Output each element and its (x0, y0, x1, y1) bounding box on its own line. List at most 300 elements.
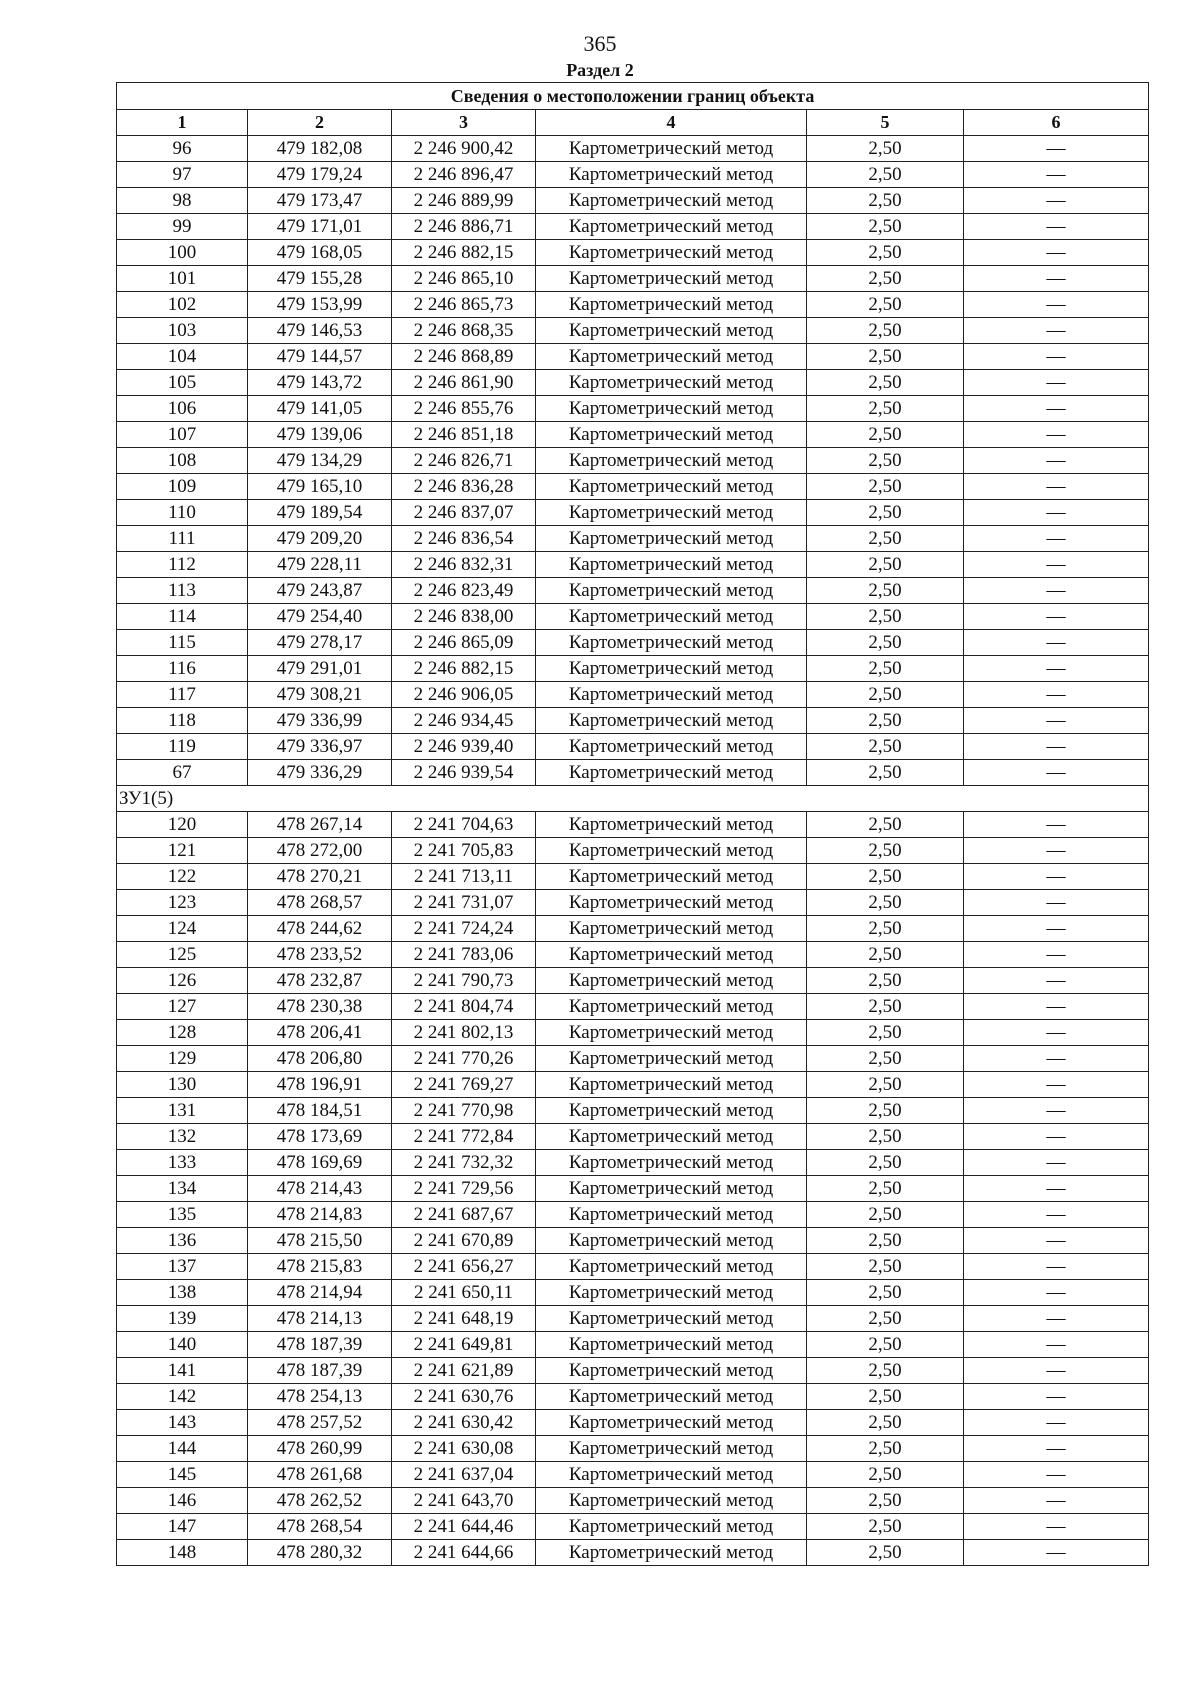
point-number-cell: 148 (117, 1540, 248, 1566)
description-cell: — (964, 682, 1149, 708)
x-coordinate-cell: 479 143,72 (248, 370, 392, 396)
y-coordinate-cell: 2 241 731,07 (392, 890, 536, 916)
point-number-cell: 134 (117, 1176, 248, 1202)
accuracy-cell: 2,50 (807, 994, 964, 1020)
method-cell: Картометрический метод (536, 1150, 807, 1176)
x-coordinate-cell: 478 270,21 (248, 864, 392, 890)
x-coordinate-cell: 478 230,38 (248, 994, 392, 1020)
description-cell: — (964, 890, 1149, 916)
table-row (117, 552, 1149, 578)
x-coordinate-cell: 478 214,13 (248, 1306, 392, 1332)
accuracy-cell: 2,50 (807, 136, 964, 162)
point-number-cell: 146 (117, 1488, 248, 1514)
accuracy-cell: 2,50 (807, 1124, 964, 1150)
column-header: 5 (807, 110, 964, 136)
point-number-cell: 140 (117, 1332, 248, 1358)
table-row (117, 1020, 1149, 1046)
point-number-cell: 111 (117, 526, 248, 552)
point-number-cell: 109 (117, 474, 248, 500)
description-cell: — (964, 1150, 1149, 1176)
method-cell: Картометрический метод (536, 344, 807, 370)
y-coordinate-cell: 2 241 650,11 (392, 1280, 536, 1306)
description-cell: — (964, 448, 1149, 474)
x-coordinate-cell: 479 141,05 (248, 396, 392, 422)
y-coordinate-cell: 2 241 770,26 (392, 1046, 536, 1072)
point-number-cell: 147 (117, 1514, 248, 1540)
accuracy-cell: 2,50 (807, 1540, 964, 1566)
accuracy-cell: 2,50 (807, 1488, 964, 1514)
accuracy-cell: 2,50 (807, 968, 964, 994)
y-coordinate-cell: 2 246 826,71 (392, 448, 536, 474)
accuracy-cell: 2,50 (807, 734, 964, 760)
table-row (117, 1176, 1149, 1202)
point-number-cell: 127 (117, 994, 248, 1020)
x-coordinate-cell: 479 182,08 (248, 136, 392, 162)
point-number-cell: 118 (117, 708, 248, 734)
x-coordinate-cell: 479 209,20 (248, 526, 392, 552)
y-coordinate-cell: 2 241 705,83 (392, 838, 536, 864)
x-coordinate-cell: 479 254,40 (248, 604, 392, 630)
description-cell: — (964, 136, 1149, 162)
x-coordinate-cell: 478 280,32 (248, 1540, 392, 1566)
point-number-cell: 119 (117, 734, 248, 760)
table-title: Сведения о местоположении границ объекта (117, 83, 1149, 110)
method-cell: Картометрический метод (536, 526, 807, 552)
table-row (117, 708, 1149, 734)
accuracy-cell: 2,50 (807, 656, 964, 682)
description-cell: — (964, 474, 1149, 500)
column-header: 4 (536, 110, 807, 136)
method-cell: Картометрический метод (536, 266, 807, 292)
x-coordinate-cell: 479 243,87 (248, 578, 392, 604)
x-coordinate-cell: 478 214,83 (248, 1202, 392, 1228)
x-coordinate-cell: 478 187,39 (248, 1358, 392, 1384)
description-cell: — (964, 1358, 1149, 1384)
description-cell: — (964, 1254, 1149, 1280)
page-number: 365 (583, 31, 617, 56)
method-cell: Картометрический метод (536, 838, 807, 864)
y-coordinate-cell: 2 241 704,63 (392, 812, 536, 838)
x-coordinate-cell: 478 272,00 (248, 838, 392, 864)
description-cell: — (964, 838, 1149, 864)
method-cell: Картометрический метод (536, 448, 807, 474)
x-coordinate-cell: 478 214,43 (248, 1176, 392, 1202)
x-coordinate-cell: 479 336,99 (248, 708, 392, 734)
method-cell: Картометрический метод (536, 1020, 807, 1046)
accuracy-cell: 2,50 (807, 838, 964, 864)
method-cell: Картометрический метод (536, 942, 807, 968)
accuracy-cell: 2,50 (807, 1020, 964, 1046)
accuracy-cell: 2,50 (807, 864, 964, 890)
method-cell: Картометрический метод (536, 1098, 807, 1124)
point-number-cell: 105 (117, 370, 248, 396)
table-row (117, 370, 1149, 396)
point-number-cell: 67 (117, 760, 248, 786)
accuracy-cell: 2,50 (807, 396, 964, 422)
description-cell: — (964, 916, 1149, 942)
point-number-cell: 142 (117, 1384, 248, 1410)
method-cell: Картометрический метод (536, 864, 807, 890)
accuracy-cell: 2,50 (807, 1176, 964, 1202)
table-row (117, 396, 1149, 422)
x-coordinate-cell: 478 233,52 (248, 942, 392, 968)
method-cell: Картометрический метод (536, 240, 807, 266)
y-coordinate-cell: 2 241 630,42 (392, 1410, 536, 1436)
description-cell: — (964, 162, 1149, 188)
point-number-cell: 138 (117, 1280, 248, 1306)
table-row (117, 1462, 1149, 1488)
description-cell: — (964, 422, 1149, 448)
y-coordinate-cell: 2 246 939,40 (392, 734, 536, 760)
x-coordinate-cell: 479 134,29 (248, 448, 392, 474)
description-cell: — (964, 1306, 1149, 1332)
point-number-cell: 99 (117, 214, 248, 240)
y-coordinate-cell: 2 241 802,13 (392, 1020, 536, 1046)
x-coordinate-cell: 478 215,83 (248, 1254, 392, 1280)
method-cell: Картометрический метод (536, 890, 807, 916)
accuracy-cell: 2,50 (807, 370, 964, 396)
table-row (117, 838, 1149, 864)
column-number-row (117, 110, 1149, 136)
method-cell: Картометрический метод (536, 500, 807, 526)
x-coordinate-cell: 478 254,13 (248, 1384, 392, 1410)
accuracy-cell: 2,50 (807, 240, 964, 266)
method-cell: Картометрический метод (536, 994, 807, 1020)
group-label: ЗУ1(5) (117, 786, 1149, 812)
y-coordinate-cell: 2 246 865,09 (392, 630, 536, 656)
y-coordinate-cell: 2 241 804,74 (392, 994, 536, 1020)
accuracy-cell: 2,50 (807, 474, 964, 500)
table-row (117, 474, 1149, 500)
accuracy-cell: 2,50 (807, 682, 964, 708)
point-number-cell: 126 (117, 968, 248, 994)
y-coordinate-cell: 2 246 865,73 (392, 292, 536, 318)
description-cell: — (964, 266, 1149, 292)
x-coordinate-cell: 479 139,06 (248, 422, 392, 448)
point-number-cell: 101 (117, 266, 248, 292)
y-coordinate-cell: 2 241 630,08 (392, 1436, 536, 1462)
description-cell: — (964, 396, 1149, 422)
table-row (117, 1358, 1149, 1384)
y-coordinate-cell: 2 246 838,00 (392, 604, 536, 630)
y-coordinate-cell: 2 241 783,06 (392, 942, 536, 968)
y-coordinate-cell: 2 241 770,98 (392, 1098, 536, 1124)
point-number-cell: 143 (117, 1410, 248, 1436)
table-row (117, 344, 1149, 370)
description-cell: — (964, 1540, 1149, 1566)
point-number-cell: 112 (117, 552, 248, 578)
x-coordinate-cell: 478 206,41 (248, 1020, 392, 1046)
description-cell: — (964, 526, 1149, 552)
y-coordinate-cell: 2 246 882,15 (392, 656, 536, 682)
table-row (117, 604, 1149, 630)
table-body (117, 136, 1149, 1566)
description-cell: — (964, 578, 1149, 604)
x-coordinate-cell: 478 244,62 (248, 916, 392, 942)
table-row (117, 162, 1149, 188)
method-cell: Картометрический метод (536, 1514, 807, 1540)
point-number-cell: 144 (117, 1436, 248, 1462)
x-coordinate-cell: 479 336,29 (248, 760, 392, 786)
description-cell: — (964, 604, 1149, 630)
x-coordinate-cell: 478 214,94 (248, 1280, 392, 1306)
column-header: 3 (392, 110, 536, 136)
description-cell: — (964, 1202, 1149, 1228)
accuracy-cell: 2,50 (807, 1436, 964, 1462)
accuracy-cell: 2,50 (807, 1306, 964, 1332)
table-row (117, 1332, 1149, 1358)
description-cell: — (964, 370, 1149, 396)
table-row (117, 266, 1149, 292)
x-coordinate-cell: 478 215,50 (248, 1228, 392, 1254)
table-row (117, 1046, 1149, 1072)
point-number-cell: 114 (117, 604, 248, 630)
accuracy-cell: 2,50 (807, 1150, 964, 1176)
x-coordinate-cell: 478 268,54 (248, 1514, 392, 1540)
x-coordinate-cell: 479 189,54 (248, 500, 392, 526)
method-cell: Картометрический метод (536, 552, 807, 578)
method-cell: Картометрический метод (536, 292, 807, 318)
accuracy-cell: 2,50 (807, 188, 964, 214)
description-cell: — (964, 1280, 1149, 1306)
method-cell: Картометрический метод (536, 1358, 807, 1384)
description-cell: — (964, 864, 1149, 890)
accuracy-cell: 2,50 (807, 1254, 964, 1280)
method-cell: Картометрический метод (536, 1202, 807, 1228)
accuracy-cell: 2,50 (807, 1410, 964, 1436)
table-row (117, 240, 1149, 266)
description-cell: — (964, 1514, 1149, 1540)
y-coordinate-cell: 2 246 868,35 (392, 318, 536, 344)
accuracy-cell: 2,50 (807, 1384, 964, 1410)
method-cell: Картометрический метод (536, 1488, 807, 1514)
point-number-cell: 136 (117, 1228, 248, 1254)
table-row (117, 1410, 1149, 1436)
table-row (117, 500, 1149, 526)
table-row (117, 1124, 1149, 1150)
x-coordinate-cell: 479 171,01 (248, 214, 392, 240)
method-cell: Картометрический метод (536, 1332, 807, 1358)
point-number-cell: 100 (117, 240, 248, 266)
method-cell: Картометрический метод (536, 318, 807, 344)
x-coordinate-cell: 478 260,99 (248, 1436, 392, 1462)
table-row (117, 656, 1149, 682)
point-number-cell: 113 (117, 578, 248, 604)
section-title: Раздел 2 (566, 60, 634, 80)
point-number-cell: 123 (117, 890, 248, 916)
x-coordinate-cell: 479 168,05 (248, 240, 392, 266)
table-row (117, 1384, 1149, 1410)
description-cell: — (964, 1488, 1149, 1514)
x-coordinate-cell: 478 268,57 (248, 890, 392, 916)
table-row (117, 890, 1149, 916)
table-row (117, 214, 1149, 240)
point-number-cell: 110 (117, 500, 248, 526)
description-cell: — (964, 188, 1149, 214)
method-cell: Картометрический метод (536, 1462, 807, 1488)
description-cell: — (964, 656, 1149, 682)
accuracy-cell: 2,50 (807, 942, 964, 968)
table-row (117, 682, 1149, 708)
y-coordinate-cell: 2 246 832,31 (392, 552, 536, 578)
accuracy-cell: 2,50 (807, 1280, 964, 1306)
table-row (117, 1514, 1149, 1540)
point-number-cell: 139 (117, 1306, 248, 1332)
y-coordinate-cell: 2 246 865,10 (392, 266, 536, 292)
accuracy-cell: 2,50 (807, 292, 964, 318)
table-row (117, 1436, 1149, 1462)
description-cell: — (964, 760, 1149, 786)
method-cell: Картометрический метод (536, 1280, 807, 1306)
accuracy-cell: 2,50 (807, 162, 964, 188)
method-cell: Картометрический метод (536, 1176, 807, 1202)
table-row (117, 1072, 1149, 1098)
point-number-cell: 120 (117, 812, 248, 838)
table-row (117, 942, 1149, 968)
method-cell: Картометрический метод (536, 1410, 807, 1436)
point-number-cell: 145 (117, 1462, 248, 1488)
accuracy-cell: 2,50 (807, 604, 964, 630)
table-row (117, 136, 1149, 162)
description-cell: — (964, 240, 1149, 266)
description-cell: — (964, 1046, 1149, 1072)
x-coordinate-cell: 478 232,87 (248, 968, 392, 994)
column-header: 6 (964, 110, 1149, 136)
y-coordinate-cell: 2 246 837,07 (392, 500, 536, 526)
description-cell: — (964, 318, 1149, 344)
table-row (117, 1488, 1149, 1514)
table-row (117, 448, 1149, 474)
point-number-cell: 135 (117, 1202, 248, 1228)
y-coordinate-cell: 2 246 868,89 (392, 344, 536, 370)
point-number-cell: 107 (117, 422, 248, 448)
method-cell: Картометрический метод (536, 474, 807, 500)
description-cell: — (964, 1124, 1149, 1150)
x-coordinate-cell: 479 173,47 (248, 188, 392, 214)
point-number-cell: 133 (117, 1150, 248, 1176)
point-number-cell: 96 (117, 136, 248, 162)
x-coordinate-cell: 478 267,14 (248, 812, 392, 838)
method-cell: Картометрический метод (536, 422, 807, 448)
accuracy-cell: 2,50 (807, 578, 964, 604)
accuracy-cell: 2,50 (807, 266, 964, 292)
description-cell: — (964, 292, 1149, 318)
description-cell: — (964, 942, 1149, 968)
table-row (117, 526, 1149, 552)
method-cell: Картометрический метод (536, 604, 807, 630)
y-coordinate-cell: 2 241 656,27 (392, 1254, 536, 1280)
point-number-cell: 124 (117, 916, 248, 942)
description-cell: — (964, 1436, 1149, 1462)
method-cell: Картометрический метод (536, 1540, 807, 1566)
y-coordinate-cell: 2 241 649,81 (392, 1332, 536, 1358)
description-cell: — (964, 994, 1149, 1020)
description-cell: — (964, 1228, 1149, 1254)
description-cell: — (964, 630, 1149, 656)
table-row (117, 1540, 1149, 1566)
x-coordinate-cell: 478 262,52 (248, 1488, 392, 1514)
y-coordinate-cell: 2 241 772,84 (392, 1124, 536, 1150)
x-coordinate-cell: 479 179,24 (248, 162, 392, 188)
y-coordinate-cell: 2 246 836,54 (392, 526, 536, 552)
y-coordinate-cell: 2 241 648,19 (392, 1306, 536, 1332)
y-coordinate-cell: 2 241 687,67 (392, 1202, 536, 1228)
y-coordinate-cell: 2 241 732,32 (392, 1150, 536, 1176)
table-row (117, 916, 1149, 942)
y-coordinate-cell: 2 246 855,76 (392, 396, 536, 422)
x-coordinate-cell: 479 144,57 (248, 344, 392, 370)
method-cell: Картометрический метод (536, 630, 807, 656)
method-cell: Картометрический метод (536, 760, 807, 786)
accuracy-cell: 2,50 (807, 448, 964, 474)
y-coordinate-cell: 2 246 939,54 (392, 760, 536, 786)
x-coordinate-cell: 479 153,99 (248, 292, 392, 318)
y-coordinate-cell: 2 246 836,28 (392, 474, 536, 500)
description-cell: — (964, 500, 1149, 526)
y-coordinate-cell: 2 241 621,89 (392, 1358, 536, 1384)
method-cell: Картометрический метод (536, 656, 807, 682)
y-coordinate-cell: 2 241 724,24 (392, 916, 536, 942)
y-coordinate-cell: 2 241 644,66 (392, 1540, 536, 1566)
accuracy-cell: 2,50 (807, 552, 964, 578)
table-row (117, 578, 1149, 604)
table-row (117, 1306, 1149, 1332)
point-number-cell: 108 (117, 448, 248, 474)
accuracy-cell: 2,50 (807, 812, 964, 838)
column-header: 2 (248, 110, 392, 136)
table-row (117, 1150, 1149, 1176)
x-coordinate-cell: 478 206,80 (248, 1046, 392, 1072)
method-cell: Картометрический метод (536, 682, 807, 708)
x-coordinate-cell: 479 336,97 (248, 734, 392, 760)
accuracy-cell: 2,50 (807, 1046, 964, 1072)
table-row (117, 1254, 1149, 1280)
accuracy-cell: 2,50 (807, 1462, 964, 1488)
description-cell: — (964, 812, 1149, 838)
point-number-cell: 141 (117, 1358, 248, 1384)
point-number-cell: 137 (117, 1254, 248, 1280)
table-row (117, 968, 1149, 994)
table-title-row (117, 83, 1149, 110)
method-cell: Картометрический метод (536, 1384, 807, 1410)
table-row (117, 292, 1149, 318)
description-cell: — (964, 1072, 1149, 1098)
point-number-cell: 122 (117, 864, 248, 890)
y-coordinate-cell: 2 241 630,76 (392, 1384, 536, 1410)
table-row (117, 1202, 1149, 1228)
accuracy-cell: 2,50 (807, 344, 964, 370)
accuracy-cell: 2,50 (807, 708, 964, 734)
point-number-cell: 117 (117, 682, 248, 708)
method-cell: Картометрический метод (536, 1436, 807, 1462)
method-cell: Картометрический метод (536, 162, 807, 188)
y-coordinate-cell: 2 241 769,27 (392, 1072, 536, 1098)
accuracy-cell: 2,50 (807, 630, 964, 656)
y-coordinate-cell: 2 241 729,56 (392, 1176, 536, 1202)
point-number-cell: 102 (117, 292, 248, 318)
method-cell: Картометрический метод (536, 916, 807, 942)
accuracy-cell: 2,50 (807, 422, 964, 448)
x-coordinate-cell: 478 169,69 (248, 1150, 392, 1176)
description-cell: — (964, 1410, 1149, 1436)
x-coordinate-cell: 478 184,51 (248, 1098, 392, 1124)
method-cell: Картометрический метод (536, 214, 807, 240)
y-coordinate-cell: 2 241 670,89 (392, 1228, 536, 1254)
point-number-cell: 116 (117, 656, 248, 682)
y-coordinate-cell: 2 246 896,47 (392, 162, 536, 188)
accuracy-cell: 2,50 (807, 1202, 964, 1228)
description-cell: — (964, 344, 1149, 370)
